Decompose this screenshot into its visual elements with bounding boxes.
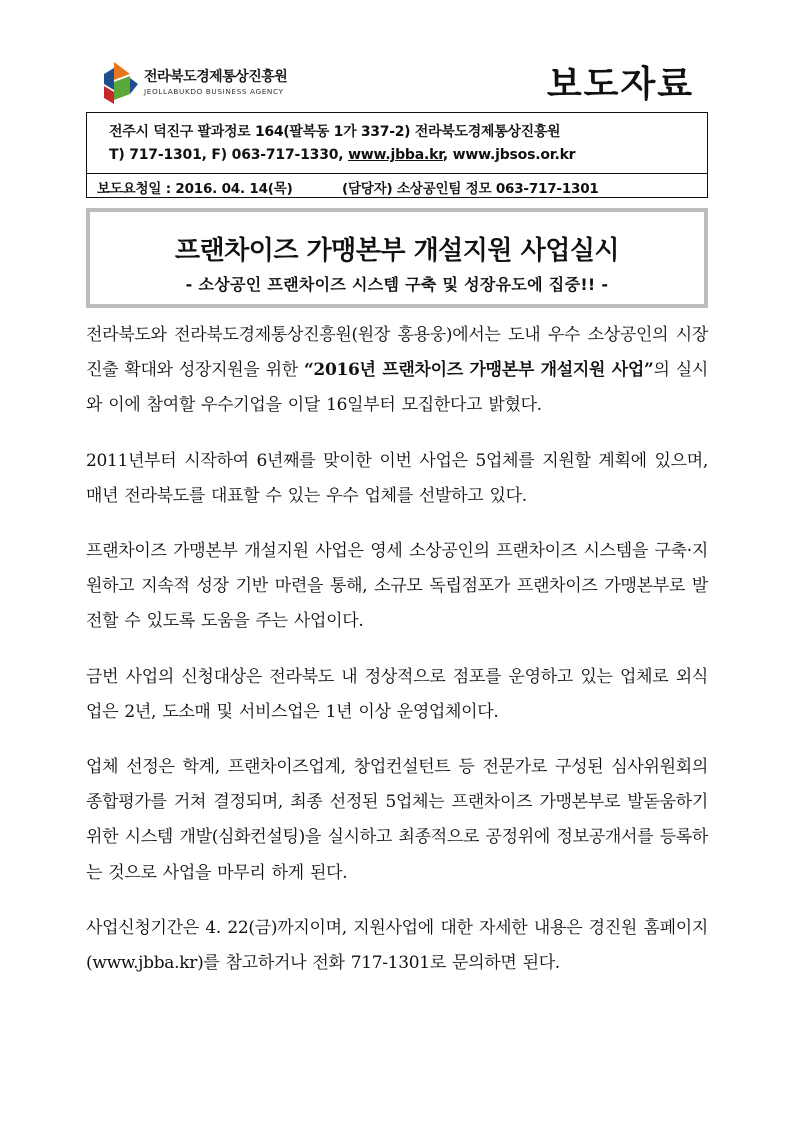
article-body [86,318,708,1001]
org-name-kr: 전라북도경제통상진흥원 [144,69,288,85]
website-link-jbba[interactable]: www.jbba.kr [348,147,443,163]
headline-box [86,208,708,308]
paragraph-2: 2011년부터 시작하여 6년째를 맞이한 이번 사업은 5업체를 지원할 계획에 있으며, 매년 전라북도를 대표할 수 있는 우수 업체를 선발하고 있다. [86,450,708,506]
contact-line [109,147,575,163]
jbba-logo-icon [100,60,140,106]
manager-contact: (담당자) 소상공인팀 정모 063-717-1301 [342,181,599,197]
paragraph-6: 사업신청기간은 4. 22(금)까지이며, 지원사업에 대한 자세한 내용은 경진원 홈페이지(www.jbba.kr)를 참고하거나 전화 717-1301로 문의하면 된다. [86,917,708,974]
paragraph-1 [86,318,708,424]
info-box [86,112,708,198]
headline-title: 프랜차이즈 가맹본부 개설지원 사업실시 [174,236,620,266]
request-date: 보도요청일 : 2016. 04. 14(목) [97,181,293,197]
paragraph-4: 금번 사업의 신청대상은 전라북도 내 정상적으로 점포를 운영하고 있는 업체로 외식업은 2년, 도소매 및 서비스업은 1년 이상 운영업체이다. [86,666,708,722]
paragraph-5: 업체 선정은 학계, 프랜차이즈업계, 창업컨설턴트 등 전문가로 구성된 심사위원회의 종합평가를 거쳐 결정되며, 최종 선정된 5업체는 프랜차이즈 가맹본부로 발돋움하기 위한 시스템 개발(심화컨설팅)을 실시하고 최종적으로 공정위에 정보공개서를 등록하는 것으로 사업을 마무리 하게 된다. [86,757,708,883]
paragraph-1-intro: 전라북도와 전라북도경제통상진흥원(원장 홍용웅)에서는 도내 우수 소상공인의 시장진출 확대와 성장지원을 위한 [86,325,708,381]
program-name: “2016년 프랜차이즈 가맹본부 개설지원 사업” [303,360,654,381]
website-link-jbsos[interactable]: www.jbsos.or.kr [452,147,576,163]
release-label: 보도자료 [546,64,694,105]
info-divider [87,173,707,174]
phone-fax: T) 717-1301, F) 063-717-1330, [109,147,349,163]
paragraph-3: 프랜차이즈 가맹본부 개설지원 사업은 영세 소상공인의 프랜차이즈 시스템을 구축·지원하고 지속적 성장 기반 마련을 통해, 소규모 독립점포가 프랜차이즈 가맹본부로 발전할 수 있도록 도움을 주는 사업이다. [86,541,708,632]
org-logo [100,60,300,106]
org-address: 전주시 덕진구 팔과정로 164(팔복동 1가 337-2) 전라북도경제통상진흥원 [109,124,561,140]
headline-subtitle: - 소상공인 프랜차이즈 시스템 구축 및 성장유도에 집중!! - [185,275,609,294]
paragraph-1-end: 의 실시와 이에 참여할 우수기업을 이달 16일부터 모집한다고 밝혔다. [86,360,708,416]
website-separator: , [442,147,453,163]
org-name-en: JEOLLABUKDO BUSINESS AGENCY [144,87,284,96]
